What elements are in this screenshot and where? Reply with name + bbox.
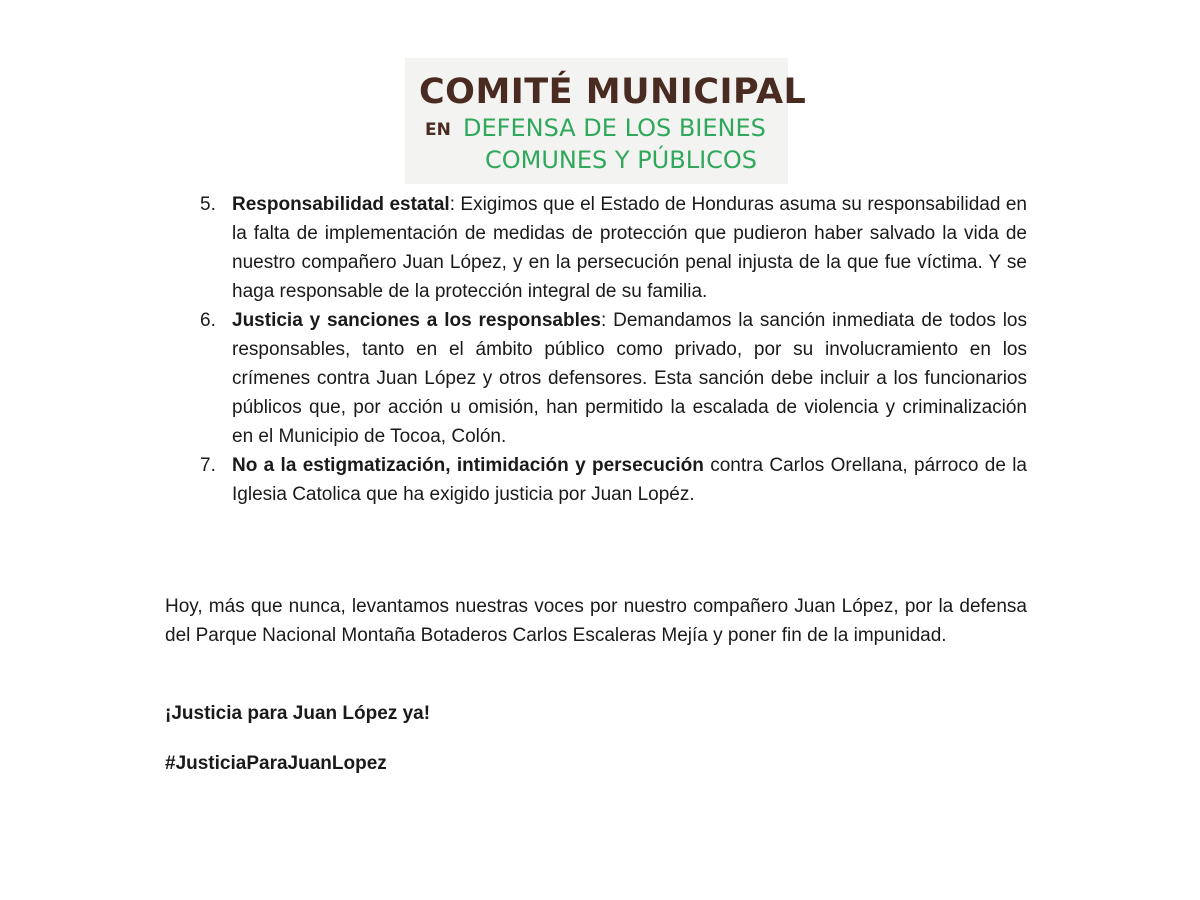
slogan: ¡Justicia para Juan López ya! bbox=[165, 703, 431, 724]
list-item bbox=[165, 306, 1027, 451]
list-item-number: 5. bbox=[200, 194, 216, 215]
logo-subtitle-line2: COMUNES Y PÚBLICOS bbox=[485, 146, 758, 174]
demands-list bbox=[165, 190, 1027, 509]
list-item-number: 6. bbox=[200, 310, 216, 331]
list-item-number: 7. bbox=[200, 455, 216, 476]
hashtag: #JusticiaParaJuanLopez bbox=[165, 753, 387, 774]
logo-en: EN bbox=[425, 120, 451, 140]
committee-logo bbox=[405, 58, 807, 184]
list-item-heading: No a la estigmatización, intimidación y persecución bbox=[232, 455, 704, 476]
closing-paragraph: Hoy, más que nunca, levantamos nuestras voces por nuestro compañero Juan López, por la defensa del Parque Nacional Montaña Botaderos Carlos Escaleras Mejía y poner fin de la impunidad. bbox=[165, 596, 1027, 646]
list-item-heading: Justicia y sanciones a los responsables bbox=[232, 310, 601, 331]
logo-title: COMITÉ MUNICIPAL bbox=[419, 72, 807, 112]
list-item-text: : Exigimos que el Estado de Honduras asuma su responsabilidad en la falta de implementación de medidas de protección que pudieron haber salvado la vida de nuestro compañero Juan López, y en la persecución penal injusta de la que fue víctima. Y se haga responsable de la protección integral de su familia. bbox=[232, 194, 1027, 302]
list-item bbox=[165, 451, 1027, 509]
list-item-text: contra Carlos Orellana, párroco de la Iglesia Catolica que ha exigido justicia por Juan Lopéz. bbox=[232, 455, 1028, 505]
list-item-heading: Responsabilidad estatal bbox=[232, 194, 450, 215]
logo-subtitle-line1: DEFENSA DE LOS BIENES bbox=[463, 114, 766, 142]
list-item bbox=[165, 190, 1027, 306]
list-item-text: : Demandamos la sanción inmediata de todos los responsables, tanto en el ámbito público como privado, por su involucramiento en los crímenes contra Juan López y otros defensores. Esta sanción debe incluir a los funcionarios públicos que, por acción u omisión, han permitido la escalada de violencia y criminalización en el Municipio de Tocoa, Colón. bbox=[232, 310, 1027, 447]
